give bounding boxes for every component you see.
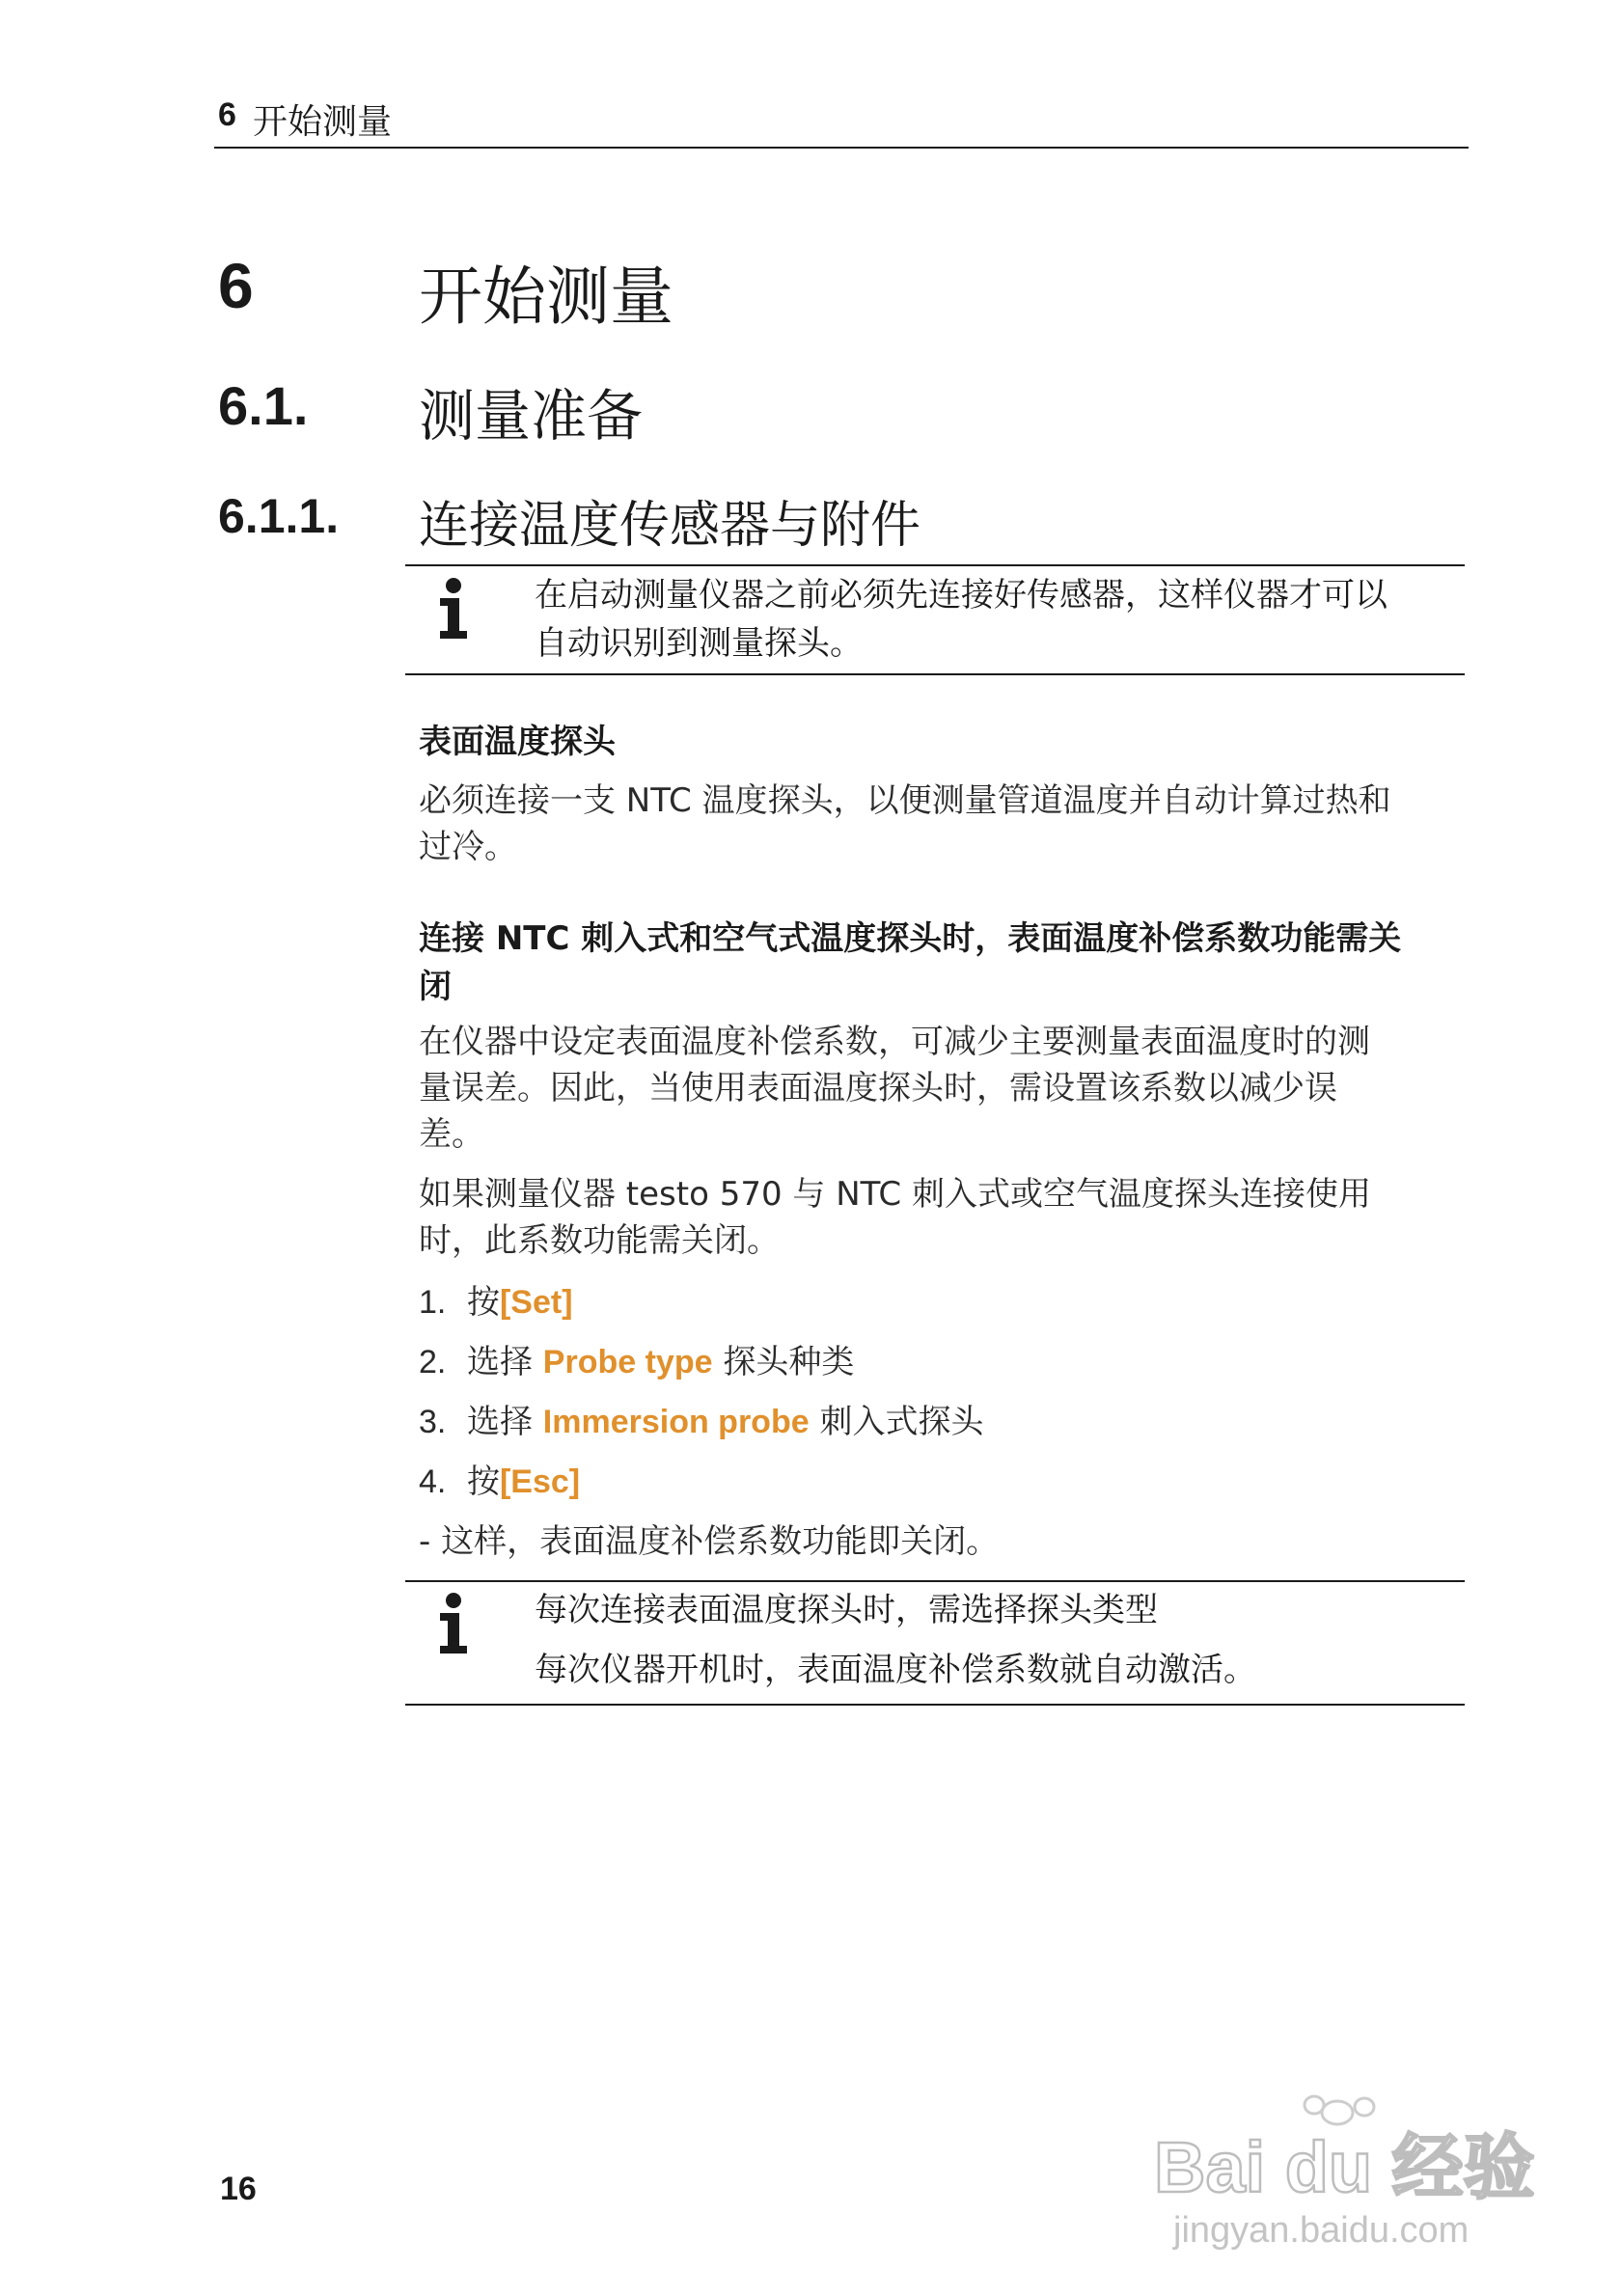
paragraph-line: 过冷。: [419, 828, 517, 866]
step-number: 1.: [419, 1284, 447, 1321]
step-3: [419, 1399, 983, 1445]
step-text: 探头种类: [712, 1343, 855, 1381]
step-text: 选择: [466, 1343, 543, 1381]
step-text: 选择: [466, 1403, 543, 1441]
step-number: 3.: [419, 1404, 447, 1440]
note1-bottom-rule: [405, 673, 1465, 675]
paragraph-line: 差。: [419, 1115, 484, 1154]
note2-line: 每次仪器开机时，表面温度补偿系数就自动激活。: [535, 1651, 1256, 1689]
watermark-brand: Bai du 经验: [1154, 2127, 1535, 2207]
watermark-url: jingyan.baidu.com: [1173, 2210, 1470, 2251]
step-key: Immersion probe: [542, 1404, 810, 1440]
compensation-heading: [419, 915, 1470, 1011]
subsection-title: 连接温度传感器与附件: [419, 497, 921, 555]
paragraph-line: 在仪器中设定表面温度补偿系数，可减少主要测量表面温度时的测: [419, 1023, 1370, 1061]
paragraph-line: 时，此系数功能需关闭。: [419, 1221, 780, 1260]
chapter-title: 开始测量: [419, 260, 673, 334]
page-number: 16: [220, 2171, 257, 2207]
section-title: 测量准备: [419, 383, 644, 449]
section-number: 6.1.: [218, 375, 309, 436]
note1-top-rule: [405, 564, 1465, 566]
heading-line: 闭: [419, 968, 452, 1006]
header-divider: [214, 147, 1469, 149]
paragraph-line: 必须连接一支 NTC 温度探头，以便测量管道温度并自动计算过热和: [419, 781, 1391, 820]
surface-probe-heading: 表面温度探头: [419, 723, 616, 761]
paragraph-line: 量误差。因此，当使用表面温度探头时，需设置该系数以减少误: [419, 1069, 1337, 1107]
running-header-number: 6: [218, 96, 236, 133]
subsection-number: 6.1.1.: [218, 489, 340, 543]
running-header-title: 开始测量: [253, 102, 393, 142]
step-number: 2.: [419, 1344, 447, 1380]
step-text: 刺入式探头: [809, 1403, 984, 1441]
step-number: 4.: [419, 1463, 447, 1500]
compensation-paragraph-2: [419, 1171, 1470, 1264]
heading-line: 连接 NTC 刺入式和空气式温度探头时，表面温度补偿系数功能需关: [419, 919, 1402, 958]
compensation-paragraph-1: [419, 1019, 1470, 1158]
info-icon: [434, 1592, 473, 1655]
step-text: 按: [466, 1283, 500, 1322]
step-key: [Set]: [499, 1284, 573, 1321]
step-text: 按: [466, 1462, 500, 1501]
note2-line: 每次连接表面温度探头时，需选择探头类型: [535, 1591, 1158, 1629]
step-key: Probe type: [542, 1344, 713, 1380]
step-1: [419, 1279, 573, 1326]
note1-line: 自动识别到测量探头。: [535, 624, 863, 663]
baidu-watermark: [1144, 2084, 1550, 2257]
note1-text: [535, 571, 1387, 668]
step-2: [419, 1339, 854, 1385]
note2-text: [535, 1586, 1256, 1694]
info-icon: [434, 577, 473, 641]
step-4: [419, 1459, 580, 1505]
paragraph-line: 如果测量仪器 testo 570 与 NTC 刺入式或空气温度探头连接使用: [419, 1175, 1371, 1214]
note1-line: 在启动测量仪器之前必须先连接好传感器，这样仪器才可以: [535, 576, 1387, 615]
result-line: - 这样，表面温度补偿系数功能即关闭。: [419, 1522, 1000, 1561]
step-key: [Esc]: [499, 1463, 581, 1500]
chapter-number: 6: [218, 250, 254, 321]
note2-bottom-rule: [405, 1704, 1465, 1706]
surface-probe-paragraph: [419, 778, 1470, 870]
note2-top-rule: [405, 1580, 1465, 1582]
